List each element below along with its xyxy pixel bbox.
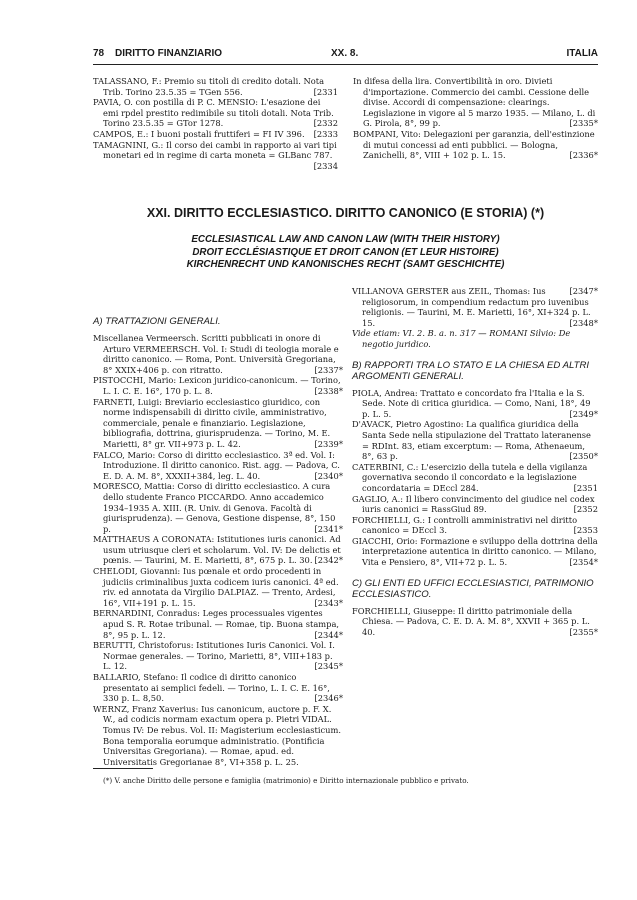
footnote: (*) V. anche Diritto delle persone e famiglia (matrimonio) e Diritto internazionale pubblico e privato.	[103, 776, 469, 785]
section-heading-c: C) GLI ENTI ED UFFICI ECCLESIASTICI, PATRIMONIO ECCLESIASTICO.	[352, 577, 594, 600]
subtitle-german: KIRCHENRECHT UND KANONISCHES RECHT (SAMT GESCHICHTE)	[186, 259, 505, 270]
section-heading-b: B) RAPPORTI TRA LO STATO E LA CHIESA ED ALTRI ARGOMENTI GENERALI.	[352, 359, 590, 382]
entry: D'AVACK, Pietro Agostino: La qualifica giuridica della Santa Sede nella stipulazione del Trattato lateranense = RDInt. 83, etiam excerptum: — Roma, Athenaeum, 8°, 63 p. [2350*	[352, 419, 598, 462]
main-right-column: [2347* VILLANOVA GERSTER aus ZEIL, Thomas: Ius religiosorum, in compendium redactum pro iuvenibus religionis. — Taurini, M. E. Marietti, 16°, XI+324 p. L. 15. [2348* Vide etiam: VI. 2. B. a. n. 317 — ROMANI Silvio: De negotio juridico. B) RAPPORTI TRA LO STATO E LA CHIESA ED ALTRI ARGOMENTI GENERALI. PIOLA, Andrea: Trattato e concordato fra l'Italia e la S. Sede. Note di critica giuridica. — Como, Nani, 18°, 49 p. L. 5. [2349* D'AVACK, Pietro Agostino: La qualifica giuridica della Santa Sede nella stipulazione del Trattato lateranense = RDInt. 83, etiam excerptum: — Roma, Athenaeum, 8°, 63 p. [2350* CATERBINI, C.: L'esercizio della tutela e della vigilanza governativa secondo il concordato e la legislazione concordataria = DEccl 284. [2351 GAGLIO, A.: Il libero convincimento del giudice nel codex iuris canonici = RassGiud 89. [2352 FORCHIELLI, G.: I controlli amministrativi nel diritto canonico = DEccl 3. [2353 GIACCHI, Orio: Formazione e sviluppo della dottrina della interpretazione autentica in diritto canonico. — Milano, Vita e Pensiero, 8°, VII+72 p. L. 5. [2354* C) GLI ENTI ED UFFICI ECCLESIASTICI, PATRIMONIO ECCLESIASTICO. FORCHIELLI, Giuseppe: Il diritto patrimoniale della Chiesa. — Padova, C. E. D. A. M. 8°, XXVII + 365 p. L. 40. [2355*	[352, 286, 598, 637]
page-number: 78	[93, 48, 105, 59]
chapter-subtitles	[93, 234, 598, 272]
entry: TALASSANO, F.: Premio su titoli di credito dotali. Nota Trib. Torino 23.5.35 = TGen 556. [2331	[93, 76, 338, 97]
entry: VILLANOVA GERSTER aus ZEIL, Thomas: Ius religiosorum, in compendium redactum pro iuvenibus religionis. — Taurini, M. E. Marietti, 16°, XI+324 p. L. 15. [2348*	[352, 286, 598, 328]
main-left-column	[93, 316, 343, 767]
header-rule	[93, 64, 598, 65]
entry: CATERBINI, C.: L'esercizio della tutela e della vigilanza governativa secondo il concordato e la legislazione concordataria = DEccl 284. [2351	[352, 461, 598, 493]
entry: CHELODI, Giovanni: Ius pœnale et ordo procedenti in judiciis criminalibus juxta codicem iuris canonici. 4ª ed. riv. ed annotata da Virgilio DALPIAZ. — Trento, Ardesi, 16°, VII+191 p. L. 15. [2343*	[93, 566, 343, 608]
entry: Miscellanea Vermeersch. Scritti pubblicati in onore di Arturo VERMEERSCH. Vol. I: Studi di teologia morale e diritto canonico. — Roma, Pont. Università Gregoriana, 8° XXIX+406 p. con ritratto. [2337*	[93, 333, 343, 375]
entry: MATTHAEUS A CORONATA: Istitutiones iuris canonici. Ad usum utriusque cleri et scholarum. Vol. IV: De delictis et pœnis. — Taurini, M. E. Marietti, 8°, 675 p. L. 30. [2342*	[93, 534, 343, 566]
entry: BERUTTI, Christoforus: Istitutiones Iuris Canonici. Vol. I. Normae generales. — Torino, Marietti, 8°, VIII+183 p. L. 12. [2345*	[93, 640, 343, 672]
entry: MORESCO, Mattia: Corso di diritto ecclesiastico. A cura dello studente Franco PICCARDO. Anno accademico 1934–1935 A. XIII. (R. Univ. di Genova. Facoltà di giurisprudenza). — Genova, Gestione dispense, 8°, 150 p. [2341*	[93, 481, 343, 534]
entry: FALCO, Mario: Corso di diritto ecclesiastico. 3ª ed. Vol. I: Introduzione. Il diritto canonico. Rist. agg. — Padova, C. E. D. A. M. 8°, XXXII+384, leg. L. 40. [2340*	[93, 449, 343, 481]
running-header	[93, 48, 598, 64]
top-left-column	[93, 76, 338, 171]
country-label: ITALIA	[566, 48, 598, 59]
footnote-rule	[93, 768, 153, 769]
entry: BALLARIO, Stefano: Il codice di diritto canonico presentato ai semplici fedeli. — Torino, L. I. C. E. 16°, 330 p. L. 8,50. [2346*	[93, 672, 343, 704]
subtitle-english: ECCLESIASTICAL LAW AND CANON LAW (WITH THEIR HISTORY)	[191, 234, 500, 245]
entry: GAGLIO, A.: Il libero convincimento del giudice nel codex iuris canonici = RassGiud 89. [2352	[352, 493, 598, 515]
entry: BOMPANI, Vito: Delegazioni per garanzia, dell'estinzione di mutui concessi ad enti pubblici. — Bologna, Zanichelli, 8°, VIII + 102 p. L. 15. [2336*	[353, 128, 598, 161]
entry: BERNARDINI, Conradus: Leges processuales vigentes apud S. R. Rotae tribunal. — Romae, tip. Buona stampa, 8°, 95 p. L. 12. [2344*	[93, 608, 343, 640]
entry: FORCHIELLI, G.: I controlli amministrativi nel diritto canonico = DEccl 3. [2353	[352, 514, 598, 536]
entry: CAMPOS, E.: I buoni postali fruttiferi = FI IV 396. [2333	[93, 128, 338, 139]
entry: Vide etiam: VI. 2. B. a. n. 317 — ROMANI Silvio: De negotio juridico.	[352, 328, 571, 349]
chapter-title: XXI. DIRITTO ECCLESIASTICO. DIRITTO CANONICO (E STORIA) (*)	[146, 206, 545, 220]
entry: FARNETI, Luigi: Breviario ecclesiastico giuridico, con norme indispensabili di diritto civile, amministrativo, commerciale, penale e finanziario. Legislazione, bibliografia, dottrina, giurisprudenza. — Torino, M. E. Marietti, 8° gr. VII+973 p. L. 42. [2339*	[93, 396, 343, 449]
entry: TAMAGNINI, G.: Il corso dei cambi in rapporto ai vari tipi monetari ed in regime di carta moneta = GLBanc 787. [2334	[93, 139, 338, 171]
entry: WERNZ, Franz Xaverius: Ius canonicum, auctore p. F. X. W., ad codicis normam exactum opera p. Pietri VIDAL. Tomus IV: De rebus. Vol. II: Magisterium ecclesiasticum. Bona temporalia eorumque administratio. (Pontificia Universitas Gregoriana). — Romae, apud. ed. Universitatis Gregorianae 8°, VI+358 p. L. 25.	[93, 703, 342, 767]
running-title: DIRITTO FINANZIARIO	[115, 48, 223, 59]
section-number: XX. 8.	[331, 48, 359, 59]
entry: PAVIA, O. con postilla di P. C. MENSIO: L'esazione dei emi rpdel prestito redimibile su titoli dotali. Nota Trib. Torino 23.5.35 = GTor 1278. [2332	[93, 97, 338, 129]
subtitle-french: DROIT ECCLÉSIASTIQUE ET DROIT CANON (ET LEUR HISTOIRE)	[192, 246, 499, 258]
top-right-column	[353, 76, 598, 161]
entry: FORCHIELLI, Giuseppe: Il diritto patrimoniale della Chiesa. — Padova, C. E. D. A. M. 8°, XXVII + 365 p. L. 40. [2355*	[352, 605, 598, 637]
entry: In difesa della lira. Convertibilità in oro. Divieti d'importazione. Commercio dei cambi. Cessione delle divise. Accordi di compensazione: clearings. Legislazione in vigore al 5 marzo 1935. — Milano, L. di G. Pirola, 8°, 99 p. [2335*	[353, 76, 598, 129]
entry: PIOLA, Andrea: Trattato e concordato fra l'Italia e la S. Sede. Note di critica giuridica. — Como, Nani, 18°, 49 p. L. 5. [2349*	[352, 387, 598, 419]
entry: GIACCHI, Orio: Formazione e sviluppo della dottrina della interpretazione autentica in diritto canonico. — Milano, Vita e Pensiero, 8°, VII+72 p. L. 5. [2354*	[352, 535, 598, 568]
entry: PISTOCCHI, Mario: Lexicon juridico-canonicum. — Torino, L. I. C. E. 16°, 170 p. L. 8. [2338*	[93, 375, 343, 396]
section-heading-a: A) TRATTAZIONI GENERALI.	[93, 316, 221, 327]
